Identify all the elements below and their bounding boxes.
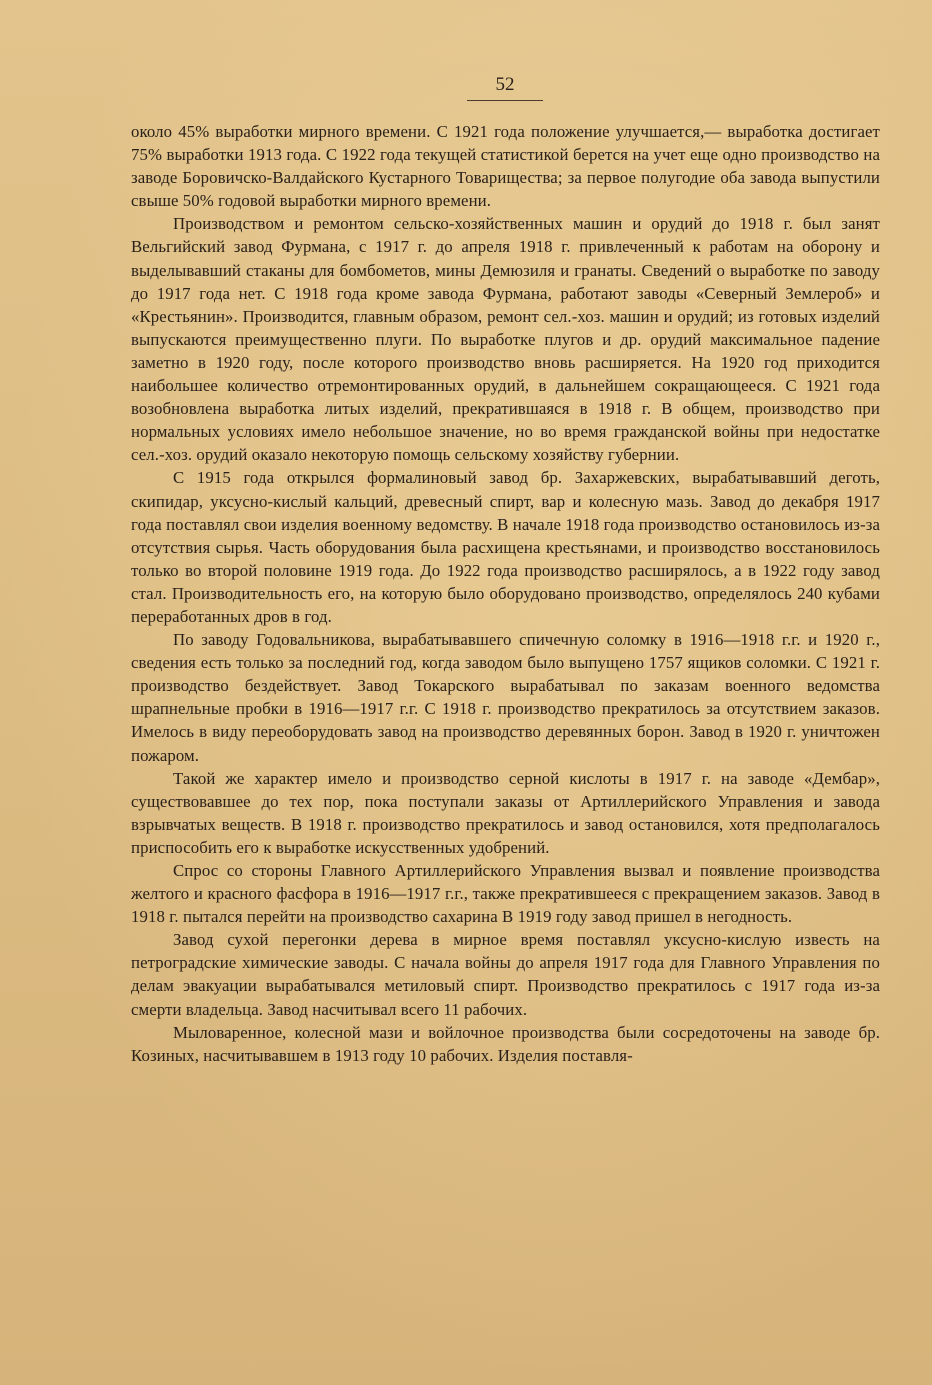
paragraph: Такой же характер имело и производство серной кислоты в 1917 г. на заводе «Дембар», существовавшее до тех пор, пока поступали заказы от Артиллерийского Управления и завода взрывчатых веществ. В 1918 г. производство прекратилось и завод остановился, хотя предполагалось приспособить его к выработке искусственных удобрений. <box>131 768 880 857</box>
paragraph: около 45% выработки мирного времени. С 1921 года положение улучшается,— выработка достигает 75% выработки 1913 года. С 1922 года текущей статистикой берется на учет еще одно производство на заводе Боровичско-Валдайского Кустарного Товарищества; за первое полугодие оба завода выпустили свыше 50% годовой выработки мирного времени. <box>131 122 880 211</box>
paragraph: С 1915 года открылся формалиновый завод бр. Захаржевских, вырабатывавший деготь, скипидар, уксусно-кислый кальций, древесный спирт, вар и колесную мазь. Завод до декабря 1917 года поставлял свои изделия военному ведомству. В начале 1918 года производство остановилось из-за отсутствия сырья. Часть оборудования была расхищена крестьянами, и производство восстановилось только во второй половине 1919 года. До 1922 года производство расширялось, а в 1922 году завод стал. Производительность его, на которую было оборудовано производство, определялось 240 кубами переработанных дров в год. <box>131 468 880 626</box>
page-number-rule <box>467 100 543 101</box>
page-number: 52 <box>495 74 515 95</box>
paragraph: Производством и ремонтом сельско-хозяйственных машин и орудий до 1918 г. был занят Вельгийский завод Фурмана, с 1917 г. до апреля 1918 г. привлеченный к работам на оборону и выделывавший стаканы для бомбометов, мины Демюзиля и гранаты. Сведений о выработке по заводу до 1917 года нет. С 1918 года кроме завода Фурмана, работают заводы «Северный Землероб» и «Крестьянин». Производится, главным образом, ремонт сел.-хоз. машин и орудий; из готовых изделий выпускаются преимущественно плуги. По выработке плугов и др. орудий максимальное падение заметно в 1920 году, после которого производство вновь расширяется. На 1920 год приходится наибольшее количество отремонтированных орудий, в дальнейшем сокращающееся. С 1921 года возобновлена выработка литых изделий, прекратившаяся в 1918 г. В общем, производство при нормальных условиях имело небольшое значение, но во время гражданской войны при недостатке сел.-хоз. орудий оказало некоторую помощь сельскому хозяйству губернии. <box>131 214 880 465</box>
page-text <box>131 120 880 1067</box>
paragraph: Спрос со стороны Главного Артиллерийского Управления вызвал и появление производства желтого и красного фасфора в 1916—1917 г.г., также прекратившееся с прекращением заказов. Завод в 1918 г. пытался перейти на производство сахарина В 1919 году завод пришел в негодность. <box>131 861 880 927</box>
paragraph: Завод сухой перегонки дерева в мирное время поставлял уксусно-кислую известь на петроградские химические заводы. С начала войны до апреля 1917 года для Главного Управления по делам эвакуации вырабатывался метиловый спирт. Производство прекратилось с 1917 года из-за смерти владельца. Завод насчитывал всего 11 рабочих. <box>131 930 880 1019</box>
paragraph: По заводу Годовальникова, вырабатывавшего спичечную соломку в 1916—1918 г.г. и 1920 г., сведения есть только за последний год, когда заводом было выпущено 1757 ящиков соломки. С 1921 г. производство бездействует. Завод Токарского вырабатывал по заказам военного ведомства шрапнельные пробки в 1916—1917 г.г. С 1918 г. производство прекратилось за отсутствием заказов. Имелось в виду переоборудовать завод на производство деревянных борон. Завод в 1920 г. уничтожен пожаром. <box>131 630 880 765</box>
paragraph: Мыловаренное, колесной мази и войлочное производства были сосредоточены на заводе бр. Козиных, насчитывавшем в 1913 году 10 рабочих. Изделия поставля- <box>131 1022 880 1065</box>
